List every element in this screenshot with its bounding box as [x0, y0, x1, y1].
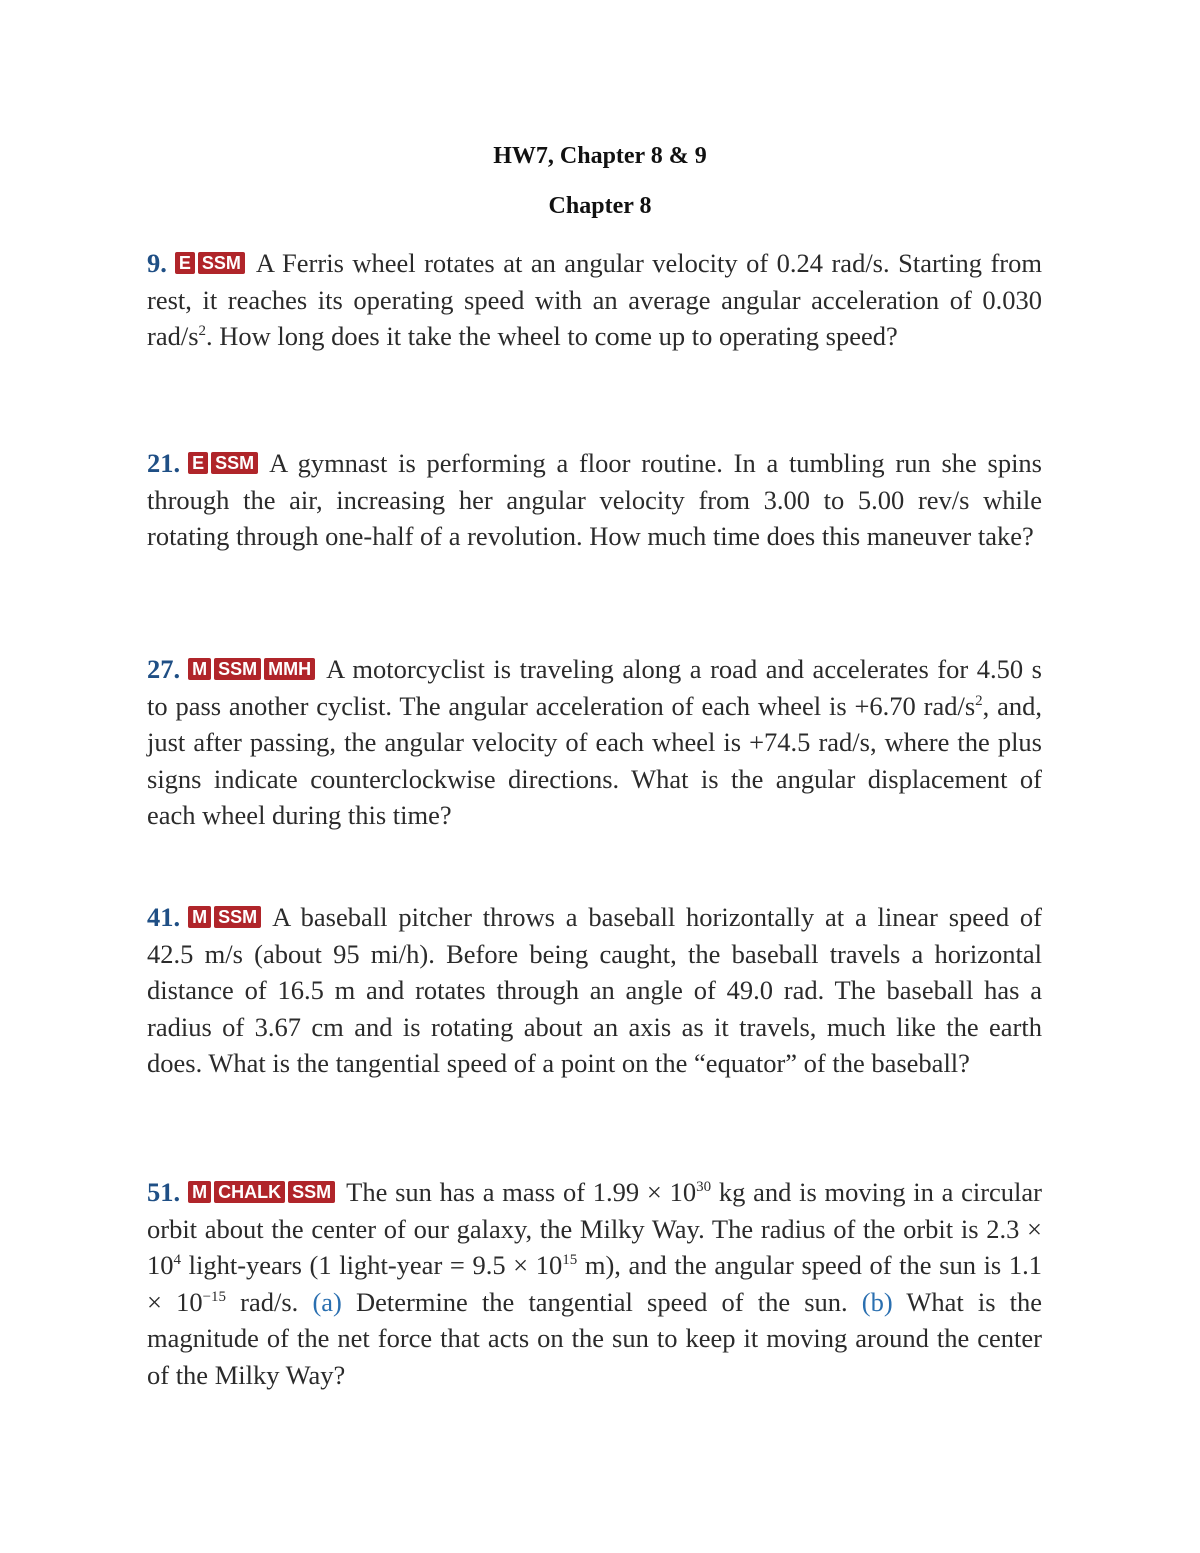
problem-badges [188, 899, 264, 936]
part-a-label: (a) [312, 1286, 342, 1317]
problem-text: , and, just after passing, the angular velocity of each wheel is +74.5 rad/s, where the plus signs indicate counterclockwise directions. What is the angular displacement of each wheel during this time? [147, 690, 1042, 830]
document-title: HW7, Chapter 8 & 9 [493, 143, 707, 169]
problem-9 [147, 245, 1042, 355]
badge-m: M [188, 658, 211, 680]
problem-41 [147, 899, 1042, 1082]
superscript: 2 [198, 323, 207, 340]
problem-text: A Ferris wheel rotates at an angular velocity of 0.24 rad/s. Starting from rest, it reaches its operating speed with an average angular acceleration of 0.030 rad/s [147, 248, 1042, 351]
badge-e: E [188, 452, 208, 474]
problem-text: Determine the tangential speed of the sun. [341, 1286, 862, 1317]
problem-21 [147, 445, 1042, 555]
badge-ssm: SSM [198, 252, 245, 274]
problem-51 [147, 1174, 1042, 1393]
badge-m: M [188, 1181, 211, 1203]
problem-badges [188, 445, 261, 482]
superscript: 15 [562, 1252, 578, 1269]
chapter-heading: Chapter 8 [548, 193, 652, 219]
problem-text: A motorcyclist is traveling along a road and accelerates for 4.50 s to pass another cyclist. The angular acceleration of each wheel is +6.70 rad/s [147, 654, 1042, 721]
superscript: −15 [202, 1288, 227, 1305]
badge-ssm: SSM [288, 1181, 335, 1203]
problem-number: 9. [147, 248, 167, 278]
problem-text: A gymnast is performing a floor routine. In a tumbling run she spins through the air, increasing her angular velocity from 3.00 to 5.00 rev/s while rotating through one-half of a revolution. How much time does this maneuver take? [147, 448, 1042, 551]
problem-text: rad/s. [226, 1286, 313, 1317]
badge-ssm: SSM [211, 452, 258, 474]
problem-text: light-years (1 light-year = 9.5 × 10 [181, 1250, 563, 1280]
problem-badges [175, 245, 248, 282]
problem-number: 27. [147, 654, 181, 684]
problem-text: kg and is moving in a circular orbit about the center of our galaxy, the Milky Way. The radius of the orbit is 2.3 × 10 [147, 1177, 1042, 1280]
badge-ssm: SSM [214, 658, 261, 680]
badge-m: M [188, 906, 211, 928]
part-b-label: (b) [861, 1286, 893, 1317]
problem-badges [188, 1174, 338, 1211]
problem-badges [188, 651, 318, 688]
problem-text: The sun has a mass of 1.99 × 10 [346, 1177, 697, 1207]
superscript: 2 [975, 692, 983, 709]
problem-number: 21. [147, 448, 181, 478]
problem-text: What is the magnitude of the net force that acts on the sun to keep it moving around the center of the Milky Way? [147, 1286, 1042, 1390]
problem-27 [147, 651, 1042, 834]
problem-text: . How long does it take the wheel to come up to operating speed? [206, 321, 898, 351]
badge-mmh: MMH [264, 658, 315, 680]
problem-text: A baseball pitcher throws a baseball horizontally at a linear speed of 42.5 m/s (about 95 mi/h). Before being caught, the baseball travels a horizontal distance of 16.5 m and rotates through an angle of 49.0 rad. The baseball has a radius of 3.67 cm and is rotating about an axis as it travels, much like the earth does. What is the tangential speed of a point on the “equator” of the baseball? [147, 902, 1042, 1078]
problem-number: 41. [147, 902, 181, 932]
problem-number: 51. [147, 1177, 181, 1207]
problem-text: m), and the angular speed of the sun is 1.1 × 10 [147, 1250, 1042, 1317]
badge-ssm: SSM [214, 906, 261, 928]
badge-chalk: CHALK [214, 1181, 285, 1203]
badge-e: E [175, 252, 195, 274]
superscript: 30 [696, 1179, 712, 1196]
superscript: 4 [173, 1252, 181, 1269]
